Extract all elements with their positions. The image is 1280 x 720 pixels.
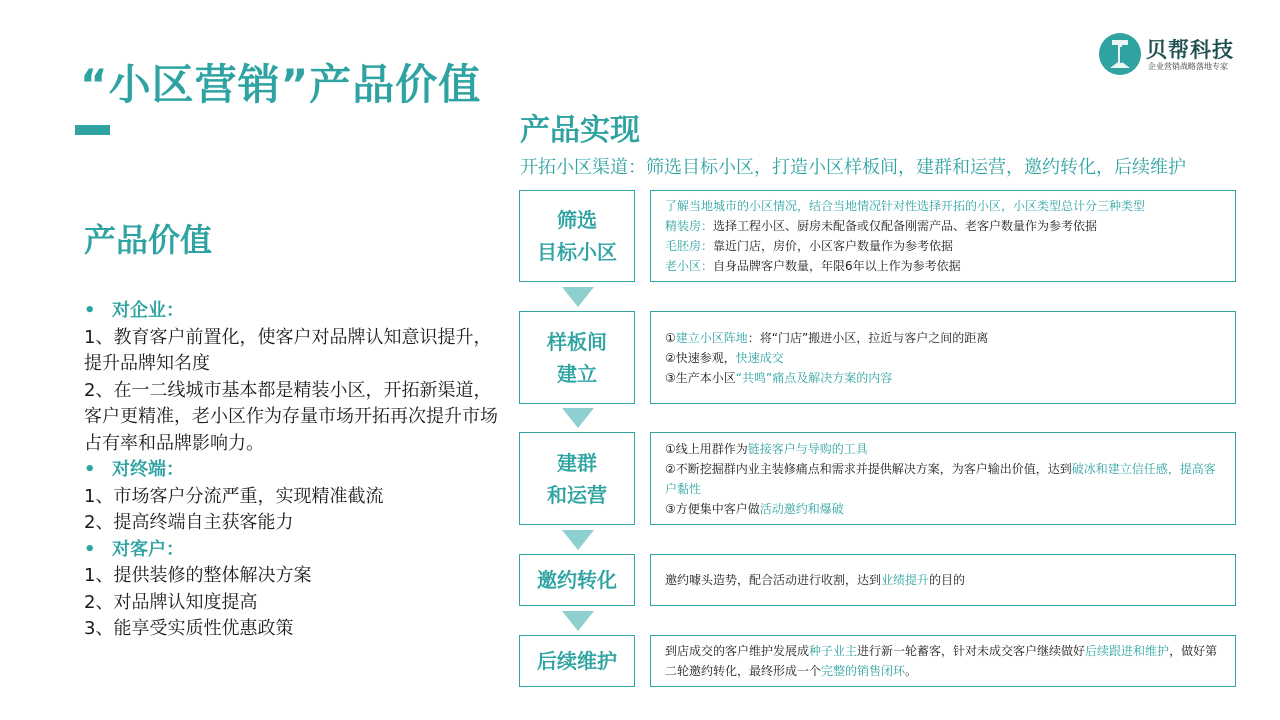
highlight-text: 精装房： [665,219,714,233]
company-logo [1098,32,1248,76]
highlight-text: 了解当地城市的小区情况，结合当地情况针对性选择开拓的小区，小区类型总计分三种类型 [665,199,1146,213]
highlight-text: 后续跟进和维护 [1085,644,1170,658]
step-description [650,554,1236,606]
highlight-text: 建立小区阵地 [675,330,748,345]
value-item: 1、教育客户前置化，使客户对品牌认知意识提升，提升品牌知名度 [84,326,492,374]
step-box [519,311,635,404]
down-arrow-icon [562,287,594,307]
step-description [650,311,1236,404]
step-label: 建群 [557,450,597,475]
value-item: 2、在一二线城市基本都是精装小区，开拓新渠道，客户更精准，老小区作为存量市场开拓再次提升市场占有率和品牌影响力。 [84,379,498,454]
description-line [665,236,1221,256]
description-line [665,368,1221,388]
step-description [650,635,1236,687]
bullet-dot-icon: • [84,538,96,560]
bullet-dot-icon: • [84,300,96,321]
left-heading: 产品价值 [84,221,213,259]
step-label: 样板间 [547,329,607,354]
step-description [650,432,1236,525]
value-item: 3、能享受实质性优惠政策 [84,618,294,639]
description-text: ① [665,330,676,345]
value-item: 1、提供装修的整体解决方案 [84,565,312,586]
highlight-text: 破冰和建立信任感，提高客户黏性 [665,461,1216,496]
highlight-text: 业绩提升 [881,573,930,587]
highlight-text: 活动邀约和爆破 [759,501,844,516]
step-box [519,635,635,687]
down-arrow-icon [562,611,594,631]
step-box [519,190,635,282]
value-list [84,298,504,643]
description-line [665,256,1221,276]
description-text: ③方便集中客户做 [665,501,760,516]
step-label: 筛选 [557,208,597,232]
step-description [650,190,1236,282]
down-arrow-icon [562,530,594,550]
step-box [519,432,635,525]
highlight-text: 快速成交 [735,350,784,365]
step-label: 建立 [557,361,597,386]
highlight-text: 毛胚房： [665,239,714,253]
description-line [665,570,1221,590]
description-line [665,328,1221,348]
description-text: 进行新一轮蓄客，针对未成交客户继续做好 [857,644,1086,658]
step-label: 和运营 [547,482,607,507]
description-text: ：将“门店”搬进小区，拉近与客户之间的距离 [747,330,989,345]
description-text: ②快速参观， [665,350,736,365]
description-text: 选择工程小区、厨房未配备或仅配备刚需产品、老客户数量作为参考依据 [713,219,1098,233]
value-item: 1、市场客户分流严重，实现精准截流 [84,485,384,507]
logo-name: 贝帮科技 [1146,38,1234,62]
description-text: 。 [905,664,918,678]
description-text: ，做好第二轮邀约转化，最终形成一个 [665,644,1218,678]
description-text: ②不断挖掘群内业主装修痛点和需求并提供解决方案，为客户输出价值，达到 [665,461,1072,476]
group-heading [84,457,504,484]
description-line [665,216,1221,236]
group-label: 对企业： [112,300,184,321]
description-line [665,348,1221,368]
description-text: 的目的 [929,573,966,587]
description-line [665,459,1221,499]
description-text: 邀约噱头造势，配合活动进行收割，达到 [665,573,882,587]
group-heading [84,537,504,564]
description-text: ①线上用群作为 [665,441,748,456]
description-text: 到店成交的客户维护发展成 [665,644,810,658]
logo-mark-icon [1098,32,1142,76]
highlight-text: 完整的销售闭环 [821,664,906,678]
logo-tagline: 企业营销战略落地专家 [1148,62,1228,71]
down-arrow-icon [562,408,594,428]
description-line [665,641,1221,681]
page-title: “小区营销”产品价值 [80,60,482,109]
group-label: 对客户： [112,538,184,560]
highlight-text: 种子业主 [809,644,858,658]
description-line [665,439,1221,459]
description-line [665,196,1221,216]
step-label: 后续维护 [537,649,617,673]
highlight-text: 链接客户与导购的工具 [747,441,868,456]
value-item: 2、对品牌认知度提高 [84,591,258,613]
title-underline-bar [75,125,110,135]
step-box [519,554,635,606]
description-text: 靠近门店，房价，小区客户数量作为参考依据 [713,239,954,253]
description-text: 自身品牌客户数量，年限6年以上作为参考依据 [713,259,961,273]
description-line [665,499,1221,519]
step-label: 邀约转化 [537,568,617,592]
description-text: ③生产本小区 [665,370,736,385]
step-label: 目标小区 [537,240,617,264]
right-heading: 产品实现 [520,113,640,148]
highlight-text: “共鸣”痛点及解决方案的内容 [735,370,893,385]
right-subtitle: 开拓小区渠道：筛选目标小区，打造小区样板间，建群和运营，邀约转化，后续维护 [520,157,1186,178]
group-label: 对终端： [112,459,184,480]
bullet-dot-icon: • [84,459,96,480]
highlight-text: 老小区： [665,259,714,273]
value-item: 2、提高终端自主获客能力 [84,512,294,533]
group-heading [84,298,504,325]
